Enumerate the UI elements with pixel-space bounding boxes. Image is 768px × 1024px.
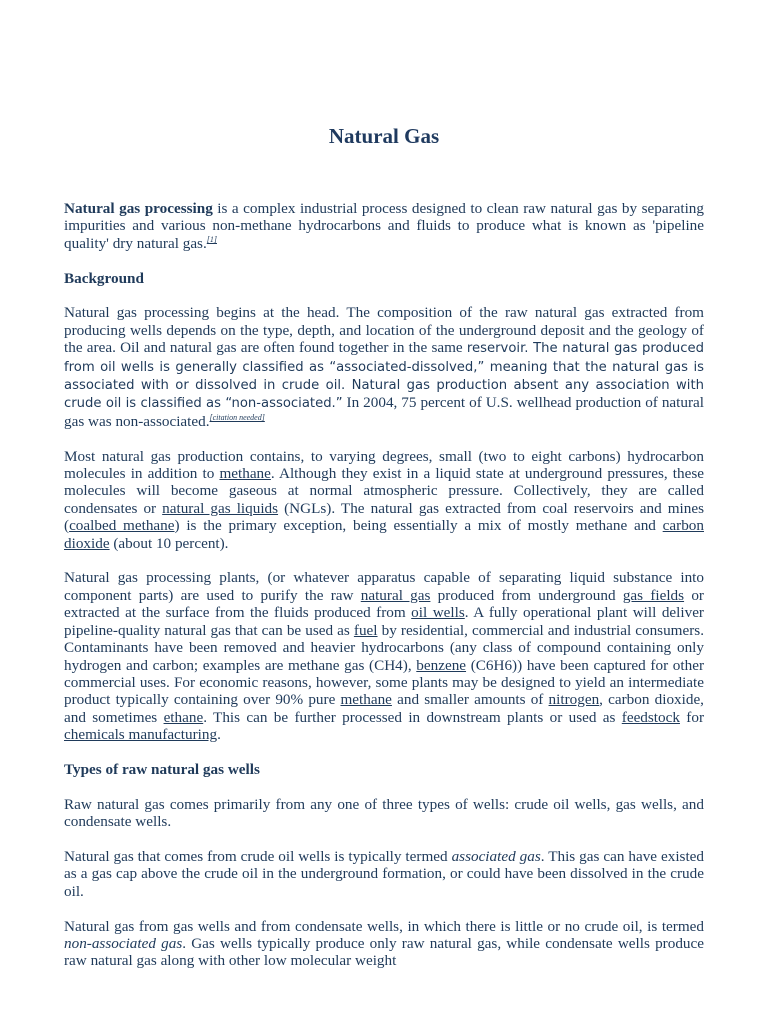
types-paragraph-2: Natural gas that comes from crude oil wells is typically termed associated gas. This gas can have existed as a gas cap above the crude oil in the underground formation, or could have been dissolved in the crude oil. [64, 847, 704, 900]
background-paragraph-2: Most natural gas production contains, to varying degrees, small (two to eight carbons) hydrocarbon molecules in addition to methane. Although they exist in a liquid state at underground pressures, these molecules will become gaseous at normal atmospheric pressure. Collectively, they are called condensates or natural gas liquids (NGLs). The natural gas extracted from coal reservoirs and mines (coalbed methane) is the primary exception, being essentially a mix of mostly methane and carbon dioxide (about 10 percent). [64, 447, 704, 552]
link-methane[interactable]: methane [219, 465, 271, 483]
term-non-associated-gas: non-associated gas [64, 934, 183, 952]
heading-types-of-wells: Types of raw natural gas wells [64, 760, 260, 778]
link-coalbed-methane[interactable]: coalbed methane [69, 517, 175, 535]
link-methane-2[interactable]: methane [340, 691, 392, 709]
intro-term: Natural gas processing [64, 200, 213, 217]
citation-needed-link[interactable]: [citation needed] [209, 412, 265, 422]
intro-paragraph: Natural gas processing is a complex industrial process designed to clean raw natural gas by separating impurities and various non-methane hydrocarbons and fluids to produce what is known as 'pipeline quality' dry natural gas.[1] [64, 200, 704, 252]
link-fuel[interactable]: fuel [353, 621, 378, 639]
link-oil-wells[interactable]: oil wells [411, 604, 465, 622]
link-gas-fields[interactable]: gas fields [622, 586, 685, 604]
term-associated-gas: associated gas [451, 847, 541, 865]
link-benzene[interactable]: benzene [416, 656, 467, 674]
link-natural-gas[interactable]: natural gas [360, 586, 431, 604]
types-paragraph-1: Raw natural gas comes primarily from any one of three types of wells: crude oil wells, gas wells, and condensate wells. [64, 795, 704, 831]
background-paragraph-3: Natural gas processing plants, (or whatever apparatus capable of separating liquid substance into component parts) are used to purify the raw natural gas produced from underground gas fields or extracted at the surface from the fluids produced from oil wells. A fully operational plant will deliver pipeline-quality natural gas that can be used as fuel by residential, commercial and industrial consumers. Contaminants have been removed and heavier hydrocarbons (any class of compound containing only hydrogen and carbon; examples are methane gas (CH4), benzene (C6H6)) have been captured for other commercial uses. For economic reasons, however, some plants may be designed to yield an intermediate product typically containing over 90% pure methane and smaller amounts of nitrogen, carbon dioxide, and sometimes ethane. This can be further processed in downstream plants or used as feedstock for chemicals manufacturing. [64, 569, 705, 744]
link-chemicals-manufacturing[interactable]: chemicals manufacturing [64, 726, 218, 744]
article-body [64, 200, 704, 987]
page-title: Natural Gas [328, 124, 440, 148]
reference-link-1[interactable]: [1] [206, 234, 217, 244]
link-ethane[interactable]: ethane [163, 708, 204, 726]
types-paragraph-3: Natural gas from gas wells and from condensate wells, in which there is little or no crude oil, is termed non-associated gas. Gas wells typically produce only raw natural gas, while condensate wells produce raw natural gas along with other low molecular weight [64, 917, 704, 970]
background-paragraph-1: Natural gas processing begins at the head. The composition of the raw natural gas extracted from producing wells depends on the type, depth, and location of the underground deposit and the geology of the area. Oil and natural gas are often found together in the same reservoir. The natural gas produced from oil wells is generally classified as “associated-dissolved,” meaning that the natural gas is associated with or dissolved in crude oil. Natural gas production absent any association with crude oil is classified as “non-associated.” In 2004, 75 percent of U.S. wellhead production of natural gas was non-associated.[citation needed] [64, 304, 704, 430]
link-carbon-dioxide[interactable]: carbon dioxide [64, 517, 704, 552]
link-natural-gas-liquids[interactable]: natural gas liquids [162, 499, 279, 517]
heading-background: Background [64, 269, 144, 287]
link-nitrogen[interactable]: nitrogen [548, 691, 600, 709]
link-feedstock[interactable]: feedstock [621, 708, 680, 726]
